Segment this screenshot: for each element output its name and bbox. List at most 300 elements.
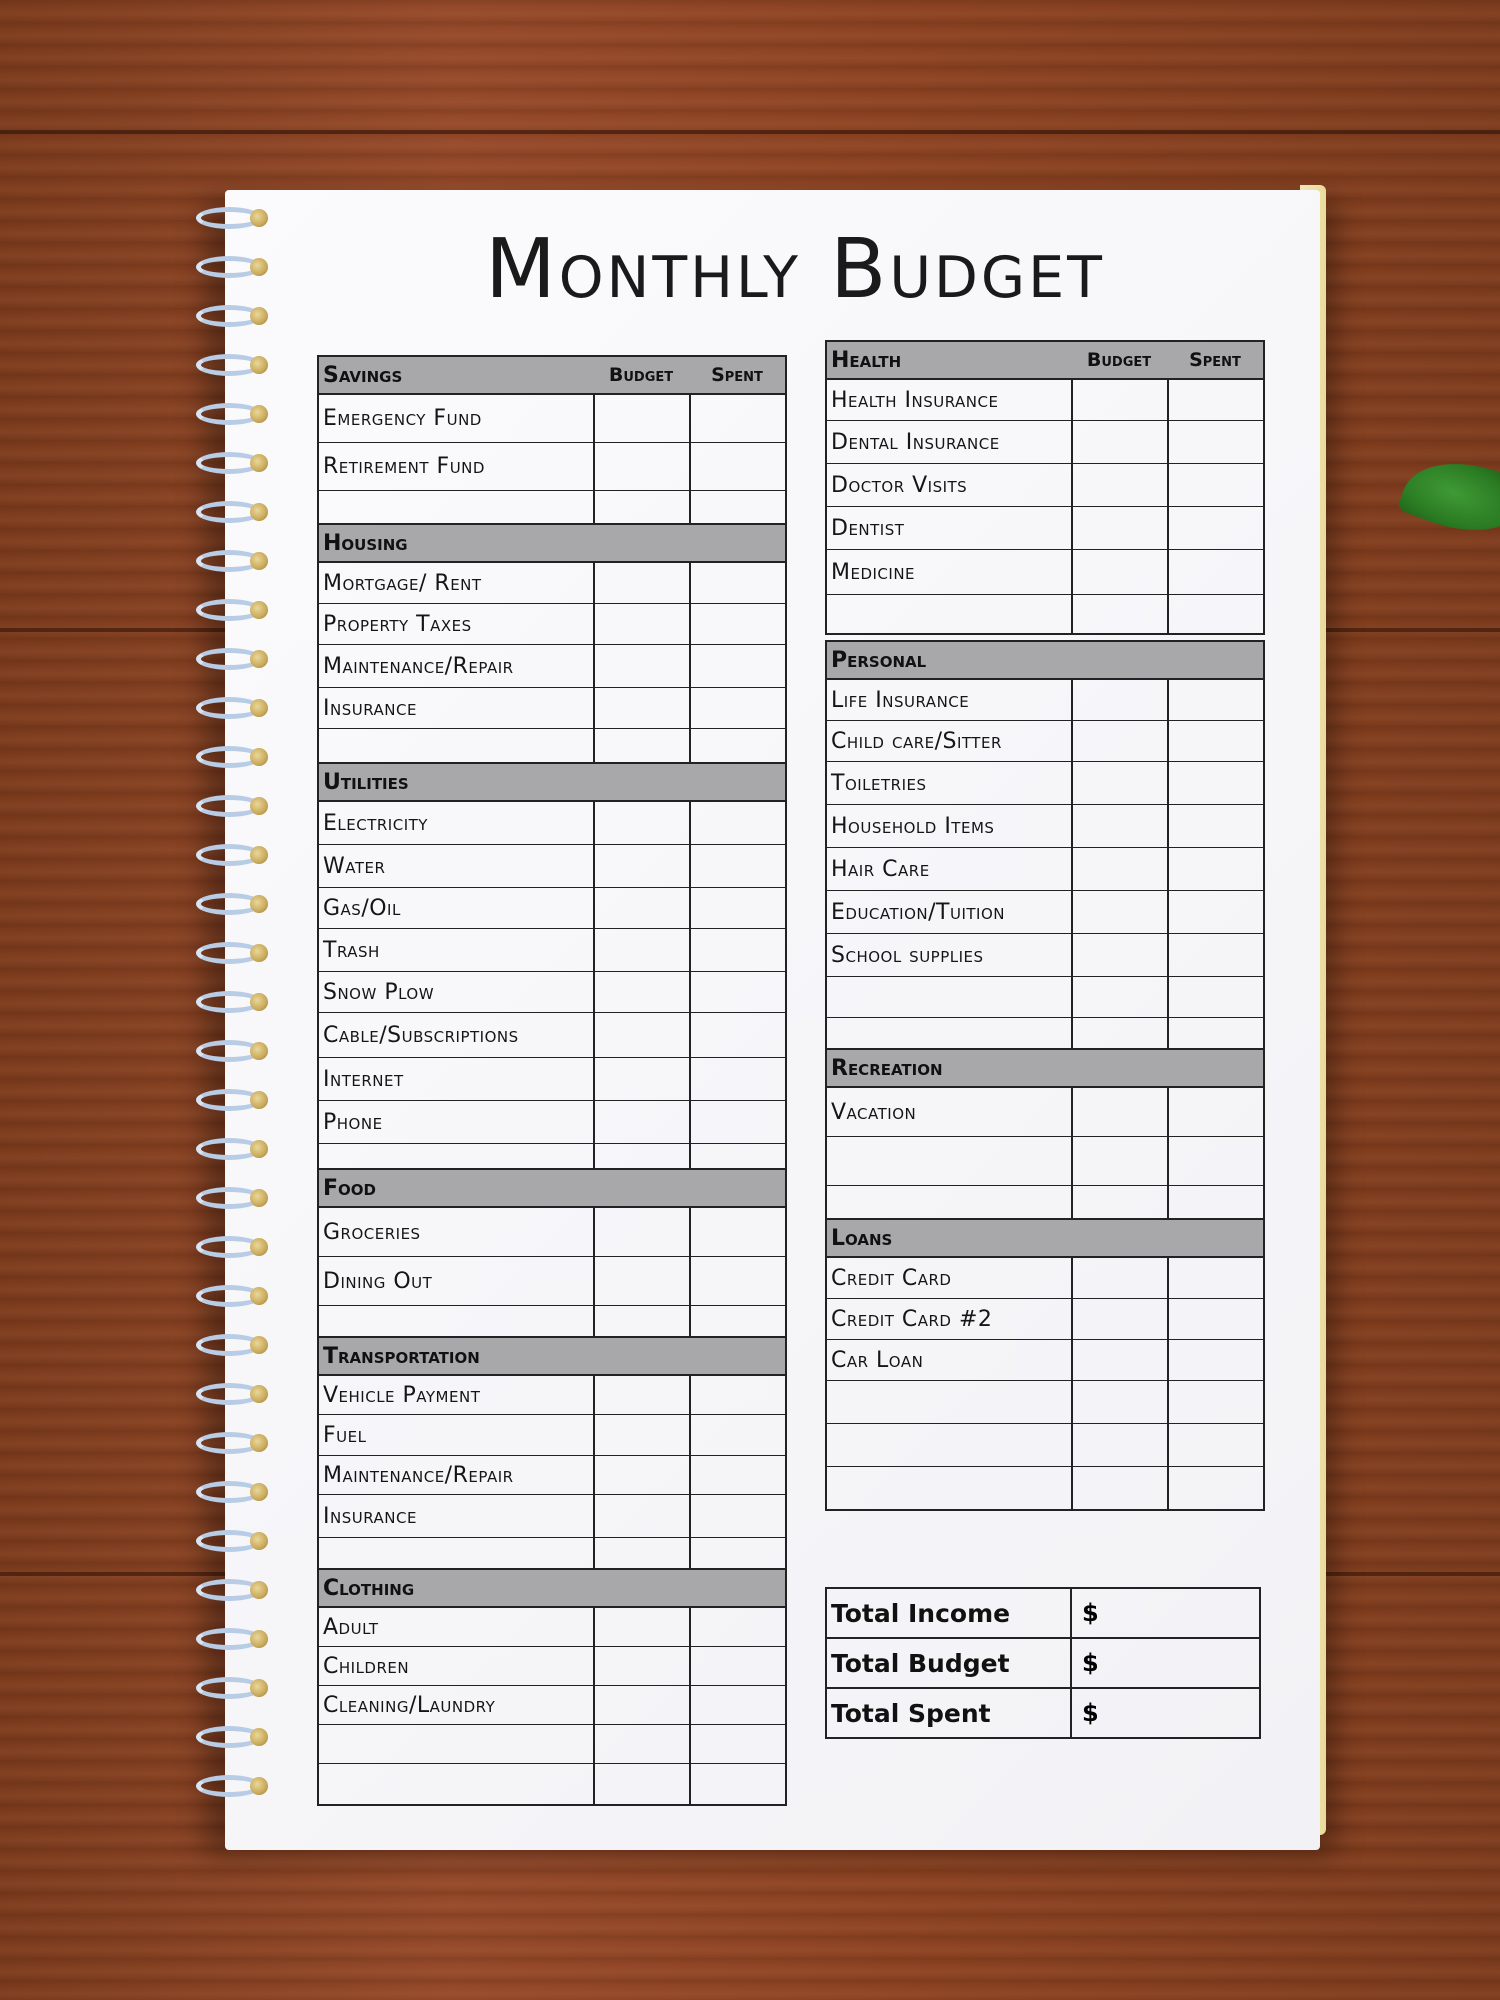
total-label: Total Budget — [827, 1639, 1072, 1687]
budget-row — [319, 1685, 785, 1724]
spent-cell[interactable] — [1167, 464, 1263, 506]
spiral-coil — [192, 450, 270, 478]
page-title: Monthly Budget — [485, 222, 1105, 317]
spiral-coil — [192, 254, 270, 282]
spent-cell[interactable] — [1167, 1186, 1263, 1222]
budget-cell[interactable] — [1071, 680, 1167, 720]
section-savings — [317, 355, 787, 530]
expense-label: Water — [323, 853, 386, 879]
expense-label: Vacation — [831, 1099, 917, 1125]
budget-row — [319, 1376, 785, 1414]
spent-cell[interactable] — [1167, 977, 1263, 1017]
budget-cell[interactable] — [1071, 1186, 1167, 1222]
budget-row — [319, 687, 785, 728]
budget-cell[interactable] — [1071, 891, 1167, 933]
expense-label: Credit Card — [831, 1265, 952, 1291]
spent-cell[interactable] — [1167, 380, 1263, 420]
budget-cell[interactable] — [593, 972, 689, 1012]
expense-label: Trash — [323, 937, 380, 963]
expense-label: Car Loan — [831, 1347, 924, 1373]
expense-label: Fuel — [323, 1422, 367, 1448]
punch-hole — [250, 1287, 268, 1305]
budget-row — [319, 1537, 785, 1572]
budget-cell[interactable] — [593, 1686, 689, 1724]
expense-label: Gas/Oil — [323, 895, 401, 921]
expense-label: Life Insurance — [831, 687, 970, 713]
budget-cell[interactable] — [593, 845, 689, 887]
expense-label: Emergency Fund — [323, 406, 482, 431]
budget-cell[interactable] — [1071, 1381, 1167, 1423]
punch-hole — [250, 1238, 268, 1256]
punch-hole — [250, 552, 268, 570]
spent-cell[interactable] — [1167, 1381, 1263, 1423]
budget-row — [319, 928, 785, 971]
budget-row — [827, 847, 1263, 890]
expense-label: Toiletries — [831, 770, 927, 796]
expense-label: Hair Care — [831, 856, 930, 882]
budget-cell[interactable] — [1071, 848, 1167, 890]
spent-cell[interactable] — [1167, 507, 1263, 549]
budget-cell[interactable] — [593, 1415, 689, 1455]
budget-cell[interactable] — [593, 1013, 689, 1057]
expense-label — [319, 1725, 593, 1763]
punch-hole — [250, 1385, 268, 1403]
section-title: Clothing — [323, 1575, 415, 1601]
punch-hole — [250, 1581, 268, 1599]
spiral-coil — [192, 1577, 270, 1605]
spiral-coil — [192, 1479, 270, 1507]
budget-row — [319, 1256, 785, 1305]
expense-label — [827, 1186, 1071, 1222]
spent-cell[interactable] — [1167, 1088, 1263, 1136]
budget-row — [319, 1100, 785, 1143]
budget-row — [319, 1608, 785, 1646]
expense-label: Snow Plow — [323, 979, 435, 1005]
spent-cell[interactable] — [1167, 891, 1263, 933]
spent-cell[interactable] — [689, 1495, 785, 1537]
spent-cell[interactable] — [689, 1647, 785, 1685]
section-title: Utilities — [323, 769, 409, 795]
budget-cell[interactable] — [1071, 1424, 1167, 1466]
budget-cell[interactable] — [593, 1101, 689, 1143]
budget-row — [827, 1423, 1263, 1466]
budget-row — [319, 563, 785, 603]
section-header — [319, 357, 785, 395]
expense-label: Children — [323, 1653, 410, 1679]
budget-cell[interactable] — [593, 1647, 689, 1685]
spent-cell[interactable] — [1167, 1467, 1263, 1509]
section-title: Recreation — [831, 1055, 943, 1081]
spent-cell[interactable] — [1167, 934, 1263, 976]
budget-row — [827, 463, 1263, 506]
expense-label — [827, 1381, 1071, 1423]
budget-row — [319, 887, 785, 928]
expense-label: Medicine — [831, 559, 916, 585]
budget-row — [827, 506, 1263, 549]
spent-cell[interactable] — [689, 1538, 785, 1572]
expense-label: Groceries — [323, 1219, 421, 1245]
budget-cell[interactable] — [593, 1725, 689, 1763]
spiral-coil — [192, 646, 270, 674]
spiral-coil — [192, 1185, 270, 1213]
expense-label: Electricity — [323, 810, 428, 836]
spent-cell[interactable] — [1167, 1258, 1263, 1298]
section-header — [827, 1220, 1263, 1258]
spent-cell[interactable] — [1167, 1340, 1263, 1380]
budget-cell[interactable] — [1071, 1258, 1167, 1298]
spent-cell[interactable] — [689, 1764, 785, 1804]
expense-label — [827, 977, 1071, 1017]
budget-row — [827, 1339, 1263, 1380]
punch-hole — [250, 650, 268, 668]
spiral-coil — [192, 1283, 270, 1311]
column-header-spent: Spent — [711, 364, 763, 386]
spent-cell[interactable] — [689, 1456, 785, 1494]
section-title: Transportation — [323, 1343, 480, 1369]
punch-hole — [250, 601, 268, 619]
punch-hole — [250, 1140, 268, 1158]
wood-plank-seam — [0, 130, 1500, 134]
section-personal — [825, 640, 1265, 1056]
expense-label: Household Items — [831, 813, 995, 839]
budget-row — [827, 1258, 1263, 1298]
budget-cell[interactable] — [1071, 805, 1167, 847]
section-recreation — [825, 1048, 1265, 1224]
section-health — [825, 340, 1265, 635]
budget-cell[interactable] — [1071, 1088, 1167, 1136]
section-header — [319, 1570, 785, 1608]
spiral-coil — [192, 499, 270, 527]
punch-hole — [250, 1630, 268, 1648]
expense-label: Dentist — [831, 515, 905, 541]
budget-row — [319, 1208, 785, 1256]
spent-cell[interactable] — [689, 395, 785, 442]
punch-hole — [250, 209, 268, 227]
spiral-coil — [192, 1430, 270, 1458]
spiral-coil — [192, 989, 270, 1017]
expense-label: Credit Card #2 — [831, 1306, 993, 1332]
spent-cell[interactable] — [689, 604, 785, 644]
budget-row — [319, 1646, 785, 1685]
section-clothing — [317, 1568, 787, 1806]
spent-cell[interactable] — [689, 688, 785, 728]
budget-row — [319, 1724, 785, 1763]
budget-cell[interactable] — [593, 604, 689, 644]
spiral-coil — [192, 548, 270, 576]
expense-label: Cable/Subscriptions — [323, 1022, 519, 1048]
punch-hole — [250, 1434, 268, 1452]
budget-cell[interactable] — [593, 888, 689, 928]
totals-table — [825, 1587, 1261, 1739]
budget-row — [827, 680, 1263, 720]
section-title: Loans — [831, 1225, 893, 1251]
budget-cell[interactable] — [1071, 762, 1167, 804]
punch-hole — [250, 356, 268, 374]
expense-label — [319, 1306, 593, 1340]
budget-cell[interactable] — [1071, 1137, 1167, 1185]
budget-row — [319, 644, 785, 687]
budget-cell[interactable] — [593, 929, 689, 971]
budget-row — [827, 933, 1263, 976]
spiral-coil — [192, 1528, 270, 1556]
section-title: Food — [323, 1175, 376, 1201]
punch-hole — [250, 1532, 268, 1550]
spent-cell[interactable] — [689, 1376, 785, 1414]
spent-cell[interactable] — [1167, 550, 1263, 594]
budget-row — [827, 976, 1263, 1017]
budget-cell[interactable] — [593, 1608, 689, 1646]
spent-cell[interactable] — [689, 1058, 785, 1100]
budget-row — [319, 802, 785, 844]
section-housing — [317, 523, 787, 769]
punch-hole — [250, 503, 268, 521]
column-header-budget: Budget — [1086, 349, 1152, 371]
expense-label: Child care/Sitter — [831, 728, 1002, 754]
budget-cell[interactable] — [1071, 977, 1167, 1017]
spent-cell[interactable] — [689, 1208, 785, 1256]
spent-cell[interactable] — [689, 802, 785, 844]
budget-row — [827, 1298, 1263, 1339]
spent-cell[interactable] — [1167, 1299, 1263, 1339]
spent-cell[interactable] — [689, 1415, 785, 1455]
spent-cell[interactable] — [689, 1686, 785, 1724]
expense-label: School supplies — [831, 942, 984, 968]
spent-cell[interactable] — [1167, 848, 1263, 890]
budget-cell[interactable] — [1071, 595, 1167, 633]
expense-label — [827, 1424, 1071, 1466]
spent-cell[interactable] — [689, 1257, 785, 1305]
budget-cell[interactable] — [1071, 934, 1167, 976]
punch-hole — [250, 748, 268, 766]
spent-cell[interactable] — [689, 929, 785, 971]
spiral-coil — [192, 303, 270, 331]
spiral-coil — [192, 352, 270, 380]
budget-row — [827, 804, 1263, 847]
totals-row — [827, 1687, 1259, 1737]
budget-cell[interactable] — [593, 1764, 689, 1804]
section-header — [319, 764, 785, 802]
spent-cell[interactable] — [1167, 762, 1263, 804]
punch-hole — [250, 1679, 268, 1697]
spiral-coil — [192, 695, 270, 723]
budget-row — [827, 594, 1263, 633]
budget-row — [827, 1136, 1263, 1185]
punch-hole — [250, 454, 268, 472]
budget-row — [827, 1466, 1263, 1509]
budget-cell[interactable] — [1071, 1467, 1167, 1509]
budget-cell[interactable] — [1071, 1340, 1167, 1380]
spent-cell[interactable] — [1167, 595, 1263, 633]
budget-row — [319, 971, 785, 1012]
budget-row — [827, 380, 1263, 420]
budget-cell[interactable] — [593, 1495, 689, 1537]
expense-label — [319, 1538, 593, 1572]
section-title: Health — [831, 347, 902, 373]
expense-label: Dining Out — [323, 1268, 433, 1294]
spiral-coil — [192, 1626, 270, 1654]
expense-label: Phone — [323, 1109, 383, 1135]
expense-label: Cleaning/Laundry — [323, 1692, 496, 1718]
budget-cell[interactable] — [593, 1376, 689, 1414]
section-title: Housing — [323, 530, 408, 556]
spent-cell[interactable] — [689, 1306, 785, 1340]
spiral-coil — [192, 205, 270, 233]
totals-row — [827, 1589, 1259, 1637]
budget-row — [319, 442, 785, 490]
column-header-spent: Spent — [1189, 349, 1241, 371]
spiral-binding — [192, 205, 272, 1845]
expense-label: Mortgage/ Rent — [323, 570, 482, 596]
budget-cell[interactable] — [1071, 721, 1167, 761]
spiral-coil — [192, 1675, 270, 1703]
budget-row — [319, 1763, 785, 1804]
budget-row — [827, 1185, 1263, 1222]
expense-label: Internet — [323, 1066, 404, 1092]
budget-cell[interactable] — [593, 688, 689, 728]
total-value-cell[interactable]: $ — [1082, 1599, 1099, 1627]
spiral-coil — [192, 1773, 270, 1801]
expense-label — [827, 1137, 1071, 1185]
section-title: Personal — [831, 647, 927, 673]
spent-cell[interactable] — [689, 845, 785, 887]
budget-row — [319, 1414, 785, 1455]
punch-hole — [250, 699, 268, 717]
punch-hole — [250, 846, 268, 864]
spiral-coil — [192, 744, 270, 772]
punch-hole — [250, 1042, 268, 1060]
punch-hole — [250, 307, 268, 325]
budget-row — [319, 395, 785, 442]
spent-cell[interactable] — [689, 443, 785, 490]
section-food — [317, 1168, 787, 1342]
budget-cell[interactable] — [1071, 464, 1167, 506]
expense-label: Maintenance/Repair — [323, 1462, 514, 1488]
budget-row — [827, 761, 1263, 804]
budget-cell[interactable] — [1071, 1299, 1167, 1339]
budget-cell[interactable] — [593, 395, 689, 442]
punch-hole — [250, 1189, 268, 1207]
budget-cell[interactable] — [1071, 550, 1167, 594]
expense-label — [827, 595, 1071, 633]
spiral-coil — [192, 1381, 270, 1409]
expense-label: Insurance — [323, 695, 417, 721]
punch-hole — [250, 797, 268, 815]
section-header — [827, 342, 1263, 380]
punch-hole — [250, 258, 268, 276]
spent-cell[interactable] — [1167, 805, 1263, 847]
section-header — [827, 1050, 1263, 1088]
spent-cell[interactable] — [1167, 421, 1263, 463]
spent-cell[interactable] — [689, 888, 785, 928]
budget-cell[interactable] — [593, 1208, 689, 1256]
section-header — [319, 1170, 785, 1208]
budget-row — [827, 1380, 1263, 1423]
budget-cell[interactable] — [593, 802, 689, 844]
spiral-coil — [192, 940, 270, 968]
total-label: Total Spent — [827, 1689, 1072, 1737]
total-value-cell[interactable]: $ — [1082, 1649, 1099, 1677]
spent-cell[interactable] — [1167, 1137, 1263, 1185]
punch-hole — [250, 1091, 268, 1109]
budget-row — [319, 844, 785, 887]
punch-hole — [250, 1728, 268, 1746]
budget-row — [319, 1012, 785, 1057]
expense-label — [319, 1764, 593, 1804]
section-header — [319, 1338, 785, 1376]
section-header — [827, 642, 1263, 680]
budget-cell[interactable] — [593, 1257, 689, 1305]
section-title: Savings — [323, 362, 403, 388]
section-loans — [825, 1218, 1265, 1511]
spiral-coil — [192, 1136, 270, 1164]
budget-cell[interactable] — [1071, 421, 1167, 463]
budget-row — [827, 420, 1263, 463]
expense-label: Maintenance/Repair — [323, 653, 514, 679]
budget-cell[interactable] — [593, 1058, 689, 1100]
spiral-coil — [192, 1724, 270, 1752]
punch-hole — [250, 993, 268, 1011]
punch-hole — [250, 405, 268, 423]
budget-cell[interactable] — [593, 1306, 689, 1340]
budget-cell[interactable] — [1071, 380, 1167, 420]
budget-row — [827, 549, 1263, 594]
spent-cell[interactable] — [689, 1013, 785, 1057]
budget-cell[interactable] — [593, 1538, 689, 1572]
budget-cell[interactable] — [593, 443, 689, 490]
spiral-coil — [192, 1234, 270, 1262]
spent-cell[interactable] — [1167, 680, 1263, 720]
budget-row — [319, 1455, 785, 1494]
column-header-budget: Budget — [608, 364, 674, 386]
spent-cell[interactable] — [689, 645, 785, 687]
spent-cell[interactable] — [1167, 721, 1263, 761]
punch-hole — [250, 1777, 268, 1795]
expense-label: Education/Tuition — [831, 899, 1005, 925]
total-label: Total Income — [827, 1589, 1072, 1637]
spiral-coil — [192, 1332, 270, 1360]
budget-cell[interactable] — [593, 563, 689, 603]
budget-cell[interactable] — [593, 1456, 689, 1494]
spent-cell[interactable] — [689, 1101, 785, 1143]
punch-hole — [250, 1336, 268, 1354]
budget-row — [827, 890, 1263, 933]
punch-hole — [250, 1483, 268, 1501]
spent-cell[interactable] — [689, 1608, 785, 1646]
spiral-coil — [192, 793, 270, 821]
expense-label: Health Insurance — [831, 387, 999, 413]
spent-cell[interactable] — [689, 972, 785, 1012]
budget-row — [319, 1305, 785, 1340]
expense-label: Doctor Visits — [831, 472, 968, 498]
spent-cell[interactable] — [1167, 1424, 1263, 1466]
budget-cell[interactable] — [1071, 507, 1167, 549]
total-value-cell[interactable]: $ — [1082, 1699, 1099, 1727]
totals-row — [827, 1637, 1259, 1687]
budget-row — [319, 1494, 785, 1537]
budget-row — [319, 1057, 785, 1100]
expense-label: Dental Insurance — [831, 429, 1000, 455]
budget-row — [827, 720, 1263, 761]
section-header — [319, 525, 785, 563]
expense-label: Retirement Fund — [323, 454, 485, 479]
budget-row — [827, 1088, 1263, 1136]
budget-cell[interactable] — [593, 645, 689, 687]
spiral-coil — [192, 1038, 270, 1066]
punch-hole — [250, 944, 268, 962]
spent-cell[interactable] — [689, 1725, 785, 1763]
expense-label — [827, 1467, 1071, 1509]
spent-cell[interactable] — [689, 563, 785, 603]
